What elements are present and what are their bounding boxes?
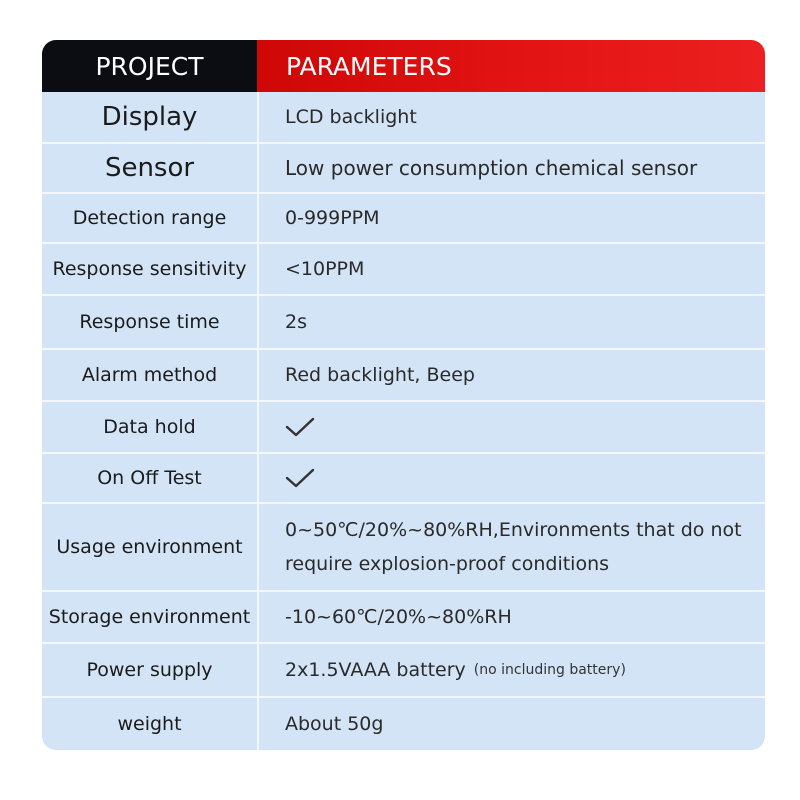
checkmark-icon <box>285 416 315 438</box>
row-value: Red backlight, Beep <box>285 364 475 386</box>
table-row <box>42 92 765 142</box>
table-row <box>42 696 765 750</box>
power-supply-value: 2x1.5VAAA battery <box>285 659 466 681</box>
row-label: On Off Test <box>97 467 202 489</box>
row-value: -10~60℃/20%~80%RH <box>285 606 512 628</box>
row-label: Data hold <box>103 416 196 438</box>
table-row <box>42 192 765 242</box>
row-value <box>285 402 749 452</box>
table-row <box>42 502 765 590</box>
row-label: Response sensitivity <box>52 258 247 280</box>
row-value <box>285 454 749 502</box>
row-value: 2s <box>285 311 307 333</box>
power-supply-note: (no including battery) <box>473 662 626 678</box>
table-header <box>42 40 765 92</box>
table-row <box>42 590 765 642</box>
column-divider <box>257 92 259 750</box>
table-row <box>42 642 765 696</box>
row-label: Alarm method <box>81 364 218 386</box>
table-row <box>42 400 765 452</box>
table-row <box>42 142 765 192</box>
table-row <box>42 452 765 502</box>
row-label: weight <box>117 713 182 735</box>
table-row <box>42 242 765 294</box>
row-label: Usage environment <box>56 536 243 558</box>
row-value: About 50g <box>285 713 384 735</box>
header-project: PROJECT <box>42 40 257 92</box>
table-row <box>42 294 765 348</box>
row-value: LCD backlight <box>285 106 417 128</box>
row-value: Low power consumption chemical sensor <box>285 156 698 180</box>
row-label: Storage environment <box>48 606 251 628</box>
row-value: 0~50℃/20%~80%RH,Environments that do not require explosion-proof conditions <box>285 519 742 575</box>
row-label: Detection range <box>72 207 227 229</box>
row-label: Sensor <box>104 153 195 183</box>
table-row <box>42 348 765 400</box>
row-label: Display <box>101 102 198 132</box>
header-parameters: PARAMETERS <box>257 40 765 92</box>
row-label: Power supply <box>86 659 213 681</box>
row-value: 0-999PPM <box>285 207 380 229</box>
row-value <box>285 644 749 696</box>
row-value: <10PPM <box>285 258 365 280</box>
checkmark-icon <box>285 467 315 489</box>
spec-table <box>42 40 765 750</box>
row-label: Response time <box>79 311 220 333</box>
